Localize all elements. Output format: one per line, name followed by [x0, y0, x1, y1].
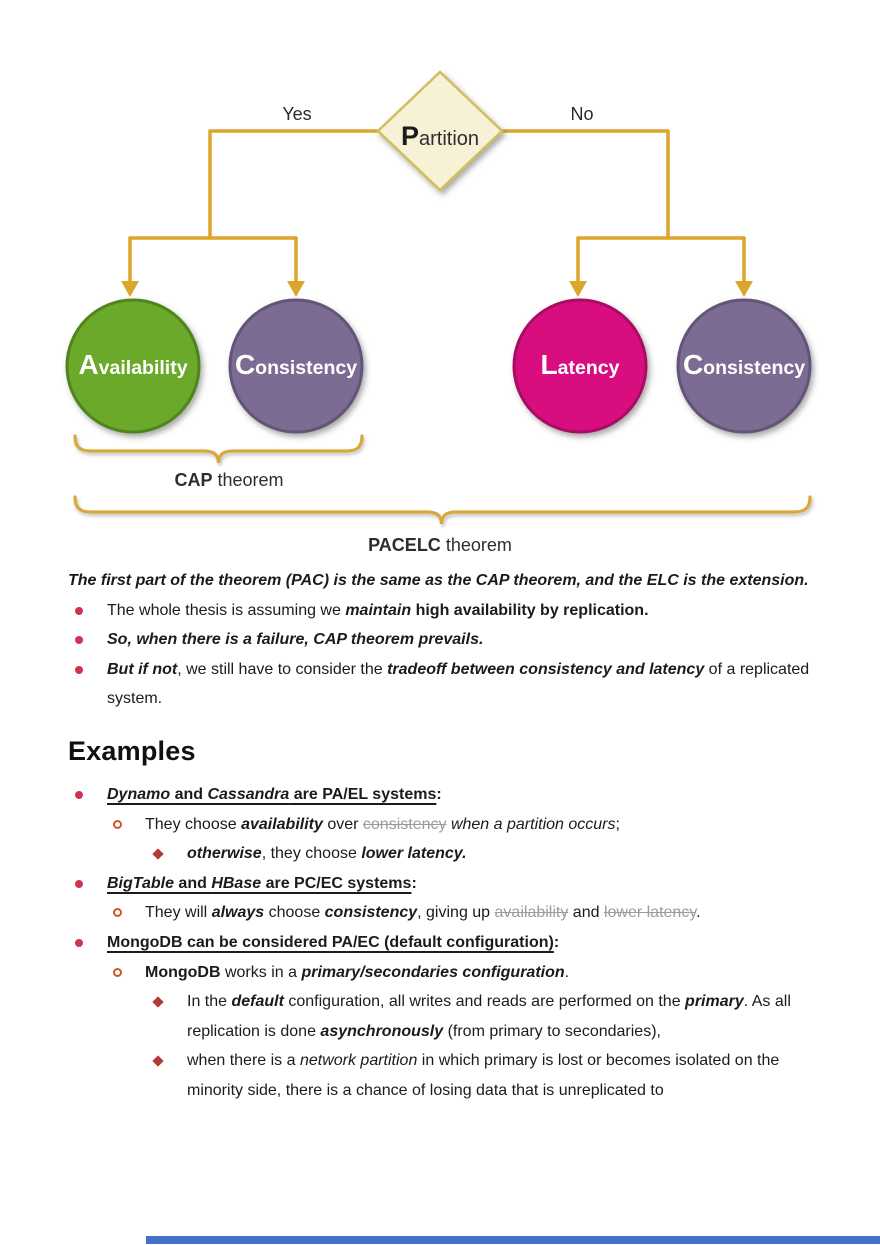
text-segment: configuration, all writes and reads are performed on the [283, 993, 686, 1011]
node-consistency-right [678, 300, 810, 432]
text-segment: Cassandra [207, 785, 290, 803]
text-segment: in which primary is lost or becomes isolated on the minority side, there is a chance of losing data that is unreplicated to [187, 1052, 780, 1099]
text-segment: high availability by replication. [415, 601, 649, 619]
text-segment: availability [494, 904, 569, 922]
text-segment: of a replicated system. [107, 660, 810, 708]
text-segment: maintain [345, 601, 412, 619]
text-segment: lower latency [603, 904, 697, 922]
pacelc-theorem-brace [75, 497, 810, 524]
text-segment: tradeoff between consistency and latency [387, 660, 705, 678]
list-item [68, 655, 818, 714]
text-segment: when there is a [187, 1052, 300, 1070]
text-segment: network partition [299, 1052, 418, 1070]
list-item [68, 1046, 818, 1105]
text-segment: , giving up [417, 904, 495, 922]
text-segment: primary [685, 993, 744, 1011]
list-item-text [107, 780, 818, 810]
text-segment: Dynamo [107, 785, 171, 803]
list-item [68, 898, 818, 928]
bullet-diamond-icon [152, 848, 163, 859]
list-item [68, 810, 818, 840]
consistency-right-label: Consistency [682, 349, 806, 380]
no-label: No [570, 104, 594, 124]
pacelc-theorem-label: PACELC theorem [368, 535, 512, 555]
text-segment: , we still have to consider the [177, 660, 388, 678]
text-segment: are PC/EC systems [261, 874, 412, 892]
bullet-ring-icon [113, 968, 122, 977]
text-segment: The whole thesis is assuming we [107, 601, 346, 619]
list-item [68, 780, 818, 810]
text-segment: asynchronously [320, 1022, 444, 1040]
list-item-text [187, 839, 818, 869]
list-item [68, 869, 818, 899]
text-segment: are PA/EL systems [289, 785, 437, 803]
text-segment: when a partition occurs [450, 815, 616, 833]
intro-paragraph [68, 566, 816, 596]
text-segment: But if not [107, 660, 178, 678]
text-segment: In the [187, 993, 232, 1011]
text-segment: BigTable [107, 874, 174, 892]
text-segment: ; [615, 815, 620, 833]
list-item-text [145, 898, 818, 928]
list-item-text [145, 810, 818, 840]
bullet-dot-icon [75, 939, 83, 947]
text-segment: . As all replication is done [187, 993, 791, 1040]
bullet-dot-icon [75, 666, 83, 674]
text-segment: consistency [324, 904, 418, 922]
latency-label: Latency [540, 349, 620, 380]
text-segment: : [436, 785, 442, 803]
list-item [68, 928, 818, 958]
text-segment: MongoDB [145, 963, 221, 981]
cap-theorem-label: CAP theorem [174, 470, 284, 490]
list-item-text [107, 928, 818, 958]
text-segment: default [231, 993, 284, 1011]
cap-theorem-brace [75, 436, 362, 463]
node-latency [514, 300, 646, 432]
bullet-dot-icon [75, 607, 83, 615]
theorem-notes-list [68, 596, 818, 714]
yes-label: Yes [282, 104, 312, 124]
connector-yes-branch [210, 131, 379, 238]
list-item-text [187, 1046, 818, 1105]
arrowhead-icon [121, 281, 139, 297]
text-segment: and [173, 874, 212, 892]
arrowheads [121, 281, 753, 297]
list-item-text [107, 596, 818, 626]
notes-content [0, 566, 880, 1106]
text-segment: lower latency. [361, 845, 467, 863]
bullet-dot-icon [75, 636, 83, 644]
list-item-text [107, 625, 818, 655]
text-segment: , they choose [261, 845, 362, 863]
text-segment: and [170, 785, 208, 803]
text-segment: MongoDB can be considered PA/EC (default configuration) [107, 933, 554, 951]
text-segment: HBase [211, 874, 262, 892]
arrowhead-icon [735, 281, 753, 297]
list-item [68, 625, 818, 655]
consistency-left-label: Consistency [234, 349, 358, 380]
text-segment: . [696, 904, 701, 922]
text-segment: They choose [145, 815, 242, 833]
node-availability [67, 300, 199, 432]
next-page-divider-bar [146, 1236, 880, 1244]
bullet-diamond-icon [152, 996, 163, 1007]
text-segment: So, when there is a failure, CAP theorem prevails. [107, 631, 484, 649]
list-item [68, 958, 818, 988]
bullet-ring-icon [113, 820, 122, 829]
text-segment: They will [145, 904, 212, 922]
examples-heading: Examples [68, 735, 196, 766]
text-segment: choose [264, 904, 325, 922]
availability-label: Availability [78, 349, 188, 380]
list-item [68, 839, 818, 869]
examples-list [68, 780, 818, 1106]
list-item-text [187, 987, 818, 1046]
arrowhead-icon [287, 281, 305, 297]
partition-label: Partition [400, 121, 480, 151]
bullet-dot-icon [75, 791, 83, 799]
text-segment: and [568, 904, 604, 922]
pacelc-decision-diagram [0, 0, 880, 562]
text-segment: : [411, 874, 417, 892]
text-segment: over [322, 815, 363, 833]
list-item-text [145, 958, 818, 988]
list-item [68, 987, 818, 1046]
text-segment: : [553, 933, 560, 951]
text-segment: primary/secondaries configuration [301, 963, 565, 981]
connector-no-branch [501, 131, 668, 238]
text-segment: always [211, 904, 265, 922]
text-segment: The first part of the theorem (PAC) is the same as the CAP theorem, and the ELC is the extension. [68, 572, 809, 589]
list-item [68, 596, 818, 626]
bullet-dot-icon [75, 880, 83, 888]
list-item-text [107, 869, 818, 899]
text-segment: works in a [220, 963, 302, 981]
text-segment: availability [241, 815, 323, 833]
text-segment: . [564, 963, 570, 981]
bullet-diamond-icon [152, 1056, 163, 1067]
list-item-text [107, 655, 818, 714]
text-segment: consistency [362, 815, 447, 833]
text-segment: otherwise [187, 845, 262, 863]
bullet-ring-icon [113, 908, 122, 917]
text-segment: (from primary to secondaries), [443, 1022, 661, 1040]
arrowhead-icon [569, 281, 587, 297]
node-consistency-left [230, 300, 362, 432]
